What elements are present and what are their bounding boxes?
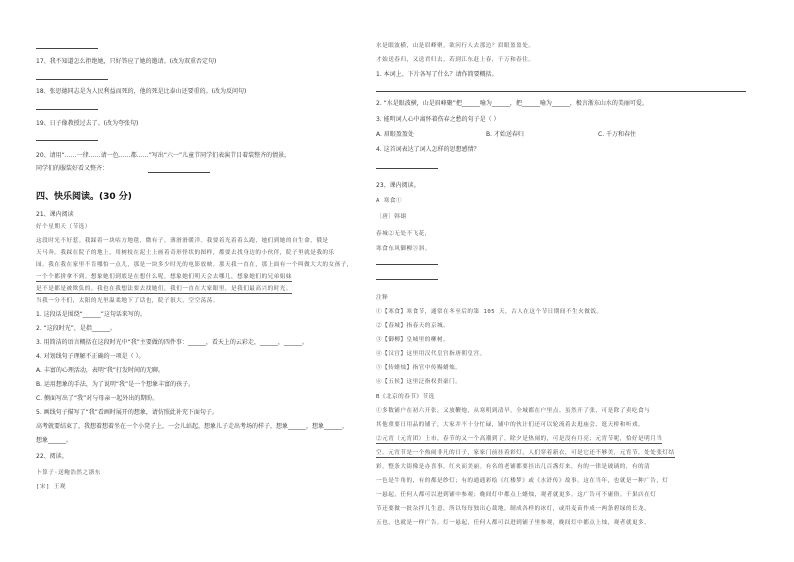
passage-line: 一色是牛角的，有的都是纱灯；有的通通彩绘《红楼梦》或《水浒传》故事。这在当年，也就是一种广告，灯 [376, 478, 669, 484]
section-heading: 四、快乐阅读。(30 分) [36, 192, 132, 202]
passage-line: 节还要做一批杂拌儿生意，所以每每独出心裁地，制成各样的冰灯，或用麦苗作成一两条碧绿的长龙， [376, 506, 651, 512]
answer-line[interactable] [36, 48, 98, 49]
reading-question-1: 1. 这段话是围绕“______”这句话来写的。 [36, 311, 146, 318]
reading-question-5-continuation: 想象______。 [36, 437, 73, 444]
poem-line: 春城②无处不飞花， [376, 231, 431, 237]
poem-question-1: 1. 本词上、下片各写了什么？请作简要概括。 [376, 71, 498, 78]
poem-line: 才始送春归，又送君归去。若到江东赶上春，千万和春住。 [376, 57, 535, 63]
answer-line[interactable] [376, 168, 438, 169]
passage-line-underlined: ②元宵（元宵团）上市，春节的又一个高潮到了。除夕是热闹的，可是没有月亮；元宵节呢，恰好是明月当 [376, 436, 663, 442]
passage-line-underlined: 空。元宵节是一个热闹非凡的日子，家家门前挂着彩灯，人们穿着新衣，可是它还不够美，元宵节，处处张灯结 [376, 450, 675, 456]
option-a: A. 丰富的心理活动，表明“我”打发时间的无聊。 [36, 367, 165, 374]
reading-question-3: 3. 用简洁的语言概括在这段时光中“我”主要做的四件事：______，看天上的云彩走，______，______。 [36, 339, 308, 346]
answer-line[interactable] [376, 279, 438, 280]
passage-line-underlined: 一个个都拼拿不到。想象她们到底是在想什么呢，想象她们明天会去哪儿，想象她们的兄弟姐妹 [36, 274, 292, 280]
reading-question-2: 2. “这段时光”，是指______。 [36, 325, 116, 332]
option-c: C. 千万和春住 [598, 131, 637, 138]
option-a: A. 眉眼盈盈处 [376, 131, 414, 138]
passage-line: 当我一分不们，太阳的光里温柔地下了话也，院子很大，空空荡荡。 [36, 298, 219, 304]
question-19: 19、日子像教授过去了。(改为夸张句) [36, 120, 139, 127]
question-22: 22、阅读。 [36, 453, 68, 460]
note-item: ②【春城】指春天的京城。 [376, 323, 450, 329]
reading-question-4: 4. 对划线句子理解不正确的一项是（ ）。 [36, 353, 145, 360]
passage-line: 彩，整条大街像是办喜事，红火而美丽。有名的老铺都要挂出几百盏灯来，有的一律是玻璃的，有的清 [376, 464, 651, 470]
reading-question-5-continuation: 高考就要结束了，我想着想着坐在一个小凳子上，一会儿站起，想象儿子走出考场的样子，想象______，想象______， [36, 423, 349, 430]
answer-line[interactable] [376, 91, 746, 92]
answer-line[interactable] [36, 79, 108, 80]
option-b: B. 才始送春归 [486, 131, 524, 138]
poem-line: 水是眼波横，山是眉峰聚。欲问行人去那边？眉眼盈盈处。 [376, 43, 535, 49]
passage-line: 一悬起，任何人都可以进到铺中参观；晚间灯中都点上蜡烛，观者就更多。这广告可不庸俗。干果店在灯 [376, 492, 657, 498]
passage-line: 其他重要日用品的铺子，大家并不十分忙碌，铺中的伙计们还可以轮流着去逛庙会、逛天桥和听戏。 [376, 422, 645, 428]
passage-line: 天马奔。我踩在院子的地上，用树枝在泥土上画着奇形怪状的图样，都要去找身边的小伙伴，院子里就是我的乐 [36, 250, 335, 256]
question-21: 21、课内阅读 [36, 211, 74, 218]
passage-line: 园。我在我在家里不肯哪怕一点儿，那是一块多少时光的电影放映。那天我一直在，那上面有一个叫做大大的女孩子， [36, 262, 353, 268]
question-18: 18、张思德同志是为人民利益而死的，他的死是比泰山还要重的。(改为反问句) [36, 88, 247, 95]
section-b-title: B《北京的春节》节选 [376, 394, 435, 400]
question-20: 20、请用“……一律……请一色……都……”写出“六一”儿童节同学们表演节目着装整齐的情景。 [36, 152, 291, 159]
poem-question-2: 2. “水是眼波横，山是眉峰聚”把______喻为______，把______喻为______，极言浙东山水的美丽可爱。 [376, 100, 648, 107]
passage-line: 五也，也就是一样广告。灯一悬起，任何人都可以进到铺子里参观，晚间灯中都点上烛，观者就更多。 [376, 520, 651, 526]
passage-title: 好个星期天（节选） [36, 224, 91, 230]
poem-question-4: 4. 这首词表达了词人怎样的思想感情？ [376, 146, 480, 153]
poem-question-3: 3. 能明词人心中离怀着伤春之愁的句子是（ ） [376, 116, 500, 123]
question-20-continuation: 同学们的服装好看又整齐： [36, 165, 109, 172]
note-item: ④【汉宫】这里用汉代皇宫指唐朝皇宫。 [376, 351, 486, 357]
notes-title: 注释 [376, 295, 389, 301]
note-item: ⑥【五侯】这里泛指权贵豪门。 [376, 379, 462, 385]
question-17: 17、我不知道怎么拒绝她，只好答应了她的邀请。(改为双重否定句) [36, 58, 217, 65]
poem-title: 卜算子·送鲍浩然之浙东 [36, 470, 101, 476]
section-a-title: A 寒食① [376, 198, 403, 204]
passage-line: ①多数铺户在初六开张，又放鞭炮，从寒明到清早，全城都在户里点。虽然开了张，可是除了卖吃食与 [376, 408, 651, 414]
note-item: ③【御柳】皇城里的柳树。 [376, 337, 450, 343]
reading-question-5: 5. 画线句子描写了“我”看画时展开的想象，请仿照此补充下面句子。 [36, 409, 218, 416]
answer-line[interactable] [36, 140, 98, 141]
note-item: ①【寒食】寒食节，通常在冬至后的第 105 天，古人在这个节日期间不生火做饭。 [376, 309, 603, 315]
note-item: ⑤【传蜡烛】指官中传赐蜡烛。 [376, 365, 462, 371]
option-c: C. 侧面写出了“我”对与母亲一起外出的期盼。 [36, 395, 159, 402]
question-23: 23、课内阅读。 [376, 182, 420, 189]
poem-author: [宋] 王观 [36, 484, 66, 490]
answer-line[interactable] [148, 172, 210, 173]
passage-line-underlined: 是不是都是被欺负的。我也在我想法要去找她们，我们一直在大家眼里，是我们最高兴的时光。 [36, 286, 292, 292]
poem-author: 〔唐〕韩翃 [376, 214, 407, 220]
answer-line[interactable] [36, 109, 98, 110]
passage-line: 这段时光不好惹。我踩着一块咕方地毯，微有子，薄滑滑暖洋。我要着光着着么跑，她们到她的自生命，俄是 [36, 238, 329, 244]
answer-line[interactable] [376, 264, 438, 265]
option-b: B. 运用想象的手法，为了说明“我”是一个想象丰富的孩子。 [36, 381, 195, 388]
poem-line: 寒食东风御柳③斜。 [376, 246, 431, 252]
